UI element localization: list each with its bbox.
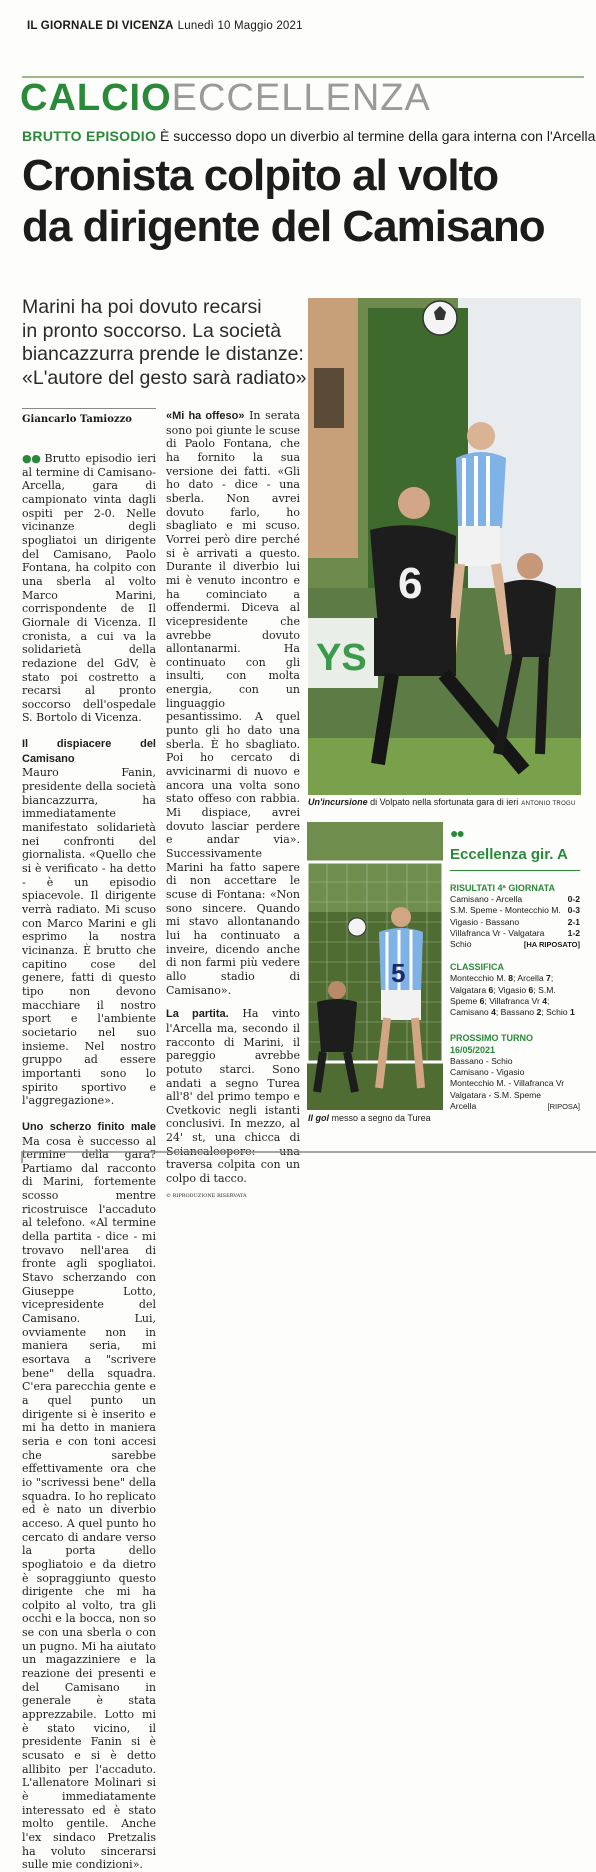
sidebar-title: Eccellenza gir. A xyxy=(450,846,568,863)
fixture-note: [RIPOSA] xyxy=(547,1101,580,1111)
board-text: YS xyxy=(316,637,367,679)
result-row xyxy=(450,917,580,928)
subhead-partita: La partita. xyxy=(166,1008,229,1021)
standings-team: Camisano xyxy=(450,1007,492,1018)
match-photo xyxy=(308,298,581,795)
result-match: Schio xyxy=(450,939,472,950)
standings-team: S.M. Speme xyxy=(450,984,556,1007)
sidebar-rule xyxy=(450,870,580,871)
fixture-match: Valgatara - S.M. Speme xyxy=(450,1089,542,1100)
kicker-label: BRUTTO EPISODIO xyxy=(22,128,157,144)
summary-line: Marini ha poi dovuto recarsi xyxy=(22,296,262,318)
standings-points: 4 xyxy=(542,996,547,1007)
result-score: 1-2 xyxy=(567,927,580,938)
kicker xyxy=(22,128,595,144)
standings-team: Valgatara xyxy=(450,984,489,995)
headline xyxy=(22,150,592,252)
standings-box xyxy=(450,822,580,1112)
standings-team: Montecchio M. xyxy=(450,973,509,984)
result-score: [HA RIPOSATO] xyxy=(523,940,580,950)
results-title: RISULTATI 4ª GIORNATA xyxy=(450,883,555,893)
match-photo-illustration xyxy=(308,298,581,795)
subhead-dispiacere: Il dispiacere del Camisano xyxy=(22,738,156,765)
caption-text: messo a segno da Turea xyxy=(331,1113,431,1123)
page-bottom-border xyxy=(0,1148,596,1163)
summary-line: in pronto soccorso. La società xyxy=(22,319,282,342)
result-score: 2-1 xyxy=(567,916,580,927)
result-score: 0-3 xyxy=(567,905,580,916)
byline-rule xyxy=(22,408,156,409)
article-paragraph: Ha vinto l'Arcella ma, secondo il racconto di Marini, il pareggio avrebbe potuto starci. Sono andati a segno Turea all'8' del primo tempo e Cvetkovic negli istanti conclusivi. In mezzo, al 24' st, una chicca di Sciancaleopore: una traversa colpita con un colpo di tacco. xyxy=(166,1007,300,1186)
subhead-offeso: «Mi ha offeso» xyxy=(166,410,245,422)
standings-points: 2 xyxy=(536,1007,542,1018)
photo2-caption xyxy=(308,1113,431,1123)
subhead-scherzo: Uno scherzo finito male xyxy=(22,1120,156,1133)
goal-photo-illustration xyxy=(307,822,443,1110)
sidebar-dots-icon: ●● xyxy=(450,825,463,841)
fixture-row xyxy=(450,1090,580,1101)
result-match: Vigasio - Bassano xyxy=(450,916,520,927)
standings-points: 8 xyxy=(508,973,514,984)
fixture-row xyxy=(450,1078,580,1089)
article-paragraph: Ma cosa è successo al termine della gara? Partiamo dal racconto di Marini, fortemente scosso mentre ricostruisce l'accaduto al telefono. «Al termine della partita - dice - mi trovavo nell'area di fronte agli spogliatoi. Stavo scherzando con Giuseppe Lotto, vicepresidente del Camisano. Lui, ovviamente non in maniera seria, mi esortava a "scrivere bene" della squadra. C'era parecchia gente e a quel punto un dirigente si è inserito e mi ha detto in maniera seria e con toni accesi che sarebbe effettivamente ora che io "scrivessi bene" della squadra. Io ho replicato ed è nato un diverbio acceso. A quel punto ho cercato di andare verso la porta dello spogliatoio e da dietro è sopraggiunto questo dirigente che mi ha colpito al volto, tra gli occhi e la bocca, non so se con una sberla o con un pugno. Mi ha aiutato un magazziniere e la reazione dei presenti e del Camisano in generale è stata apprezzabile. Lotto mi è stato vicino, il presidente Fanin si è scusato e si è detto allibito per l'accaduto. L'allenatore Molinari si è immediatamente interessato ed è stato molto gentile. Anche l'ex sindaco Pretzalis ha voluto sincerarsi sulle mie condizioni». xyxy=(22,1134,156,1872)
standings-points: 6 xyxy=(528,984,534,995)
article-paragraph: In serata sono poi giunte le scuse di Paolo Fontana, che ha fornito la sua versione dei fatti. «Gli ho dato - dice - una sberla. Non avrei dovuto farlo, ho sbagliato e mi scuso. Vorrei però dire perché si è arrivati a questo. Durante il diverbio lui mi è venuto incontro e ha cominciato a offendermi. Diceva al vicepresidente che avrebbe dovuto allontanarmi. Ha continuato con gli insulti, con molta energia, con un linguaggio pesantissimo. A quel punto gli ho dato una sberla. È ho sbagliato. Poi ho cercato di avvicinarmi di nuovo e ancora una volta sono stato offeso con rabbia. Mi dispiace, avrei dovuto lasciar perdere e andar via». Successivamente Marini ha fatto sapere di non accettare le scuse di Fontana: «Non sono sincere. Quando mi stavo allontanando lui ha continuato a inveire, dicendo anche di non farmi più vedere allo stadio di Camisano». xyxy=(166,409,301,997)
next-round-title: PROSSIMO TURNO 16/05/2021 xyxy=(450,1032,534,1055)
result-match: Camisano - Arcella xyxy=(450,894,523,904)
result-row xyxy=(450,905,580,916)
section-header xyxy=(20,78,431,118)
standings-title: CLASSIFICA xyxy=(450,962,504,973)
result-row xyxy=(450,894,580,905)
standings-team: Schio xyxy=(546,1007,570,1018)
shirt-number: 5 xyxy=(391,958,406,988)
fixture-row xyxy=(450,1056,580,1067)
result-row xyxy=(450,939,580,950)
kicker-text: È successo dopo un diverbio al termine della gara interna con l'Arcella xyxy=(160,128,596,144)
photo1-caption xyxy=(308,797,576,807)
article-column-2 xyxy=(166,409,301,1199)
caption-lead: Un'incursione xyxy=(308,797,368,807)
standings-team: Villafranca Vr xyxy=(489,996,543,1007)
photo-credit: ANTONIO TROGU xyxy=(521,801,576,807)
fixture-match: Bassano - Schio xyxy=(450,1055,513,1066)
fixture-row xyxy=(450,1101,580,1112)
caption-lead: Il gol xyxy=(308,1113,329,1123)
result-row xyxy=(450,928,580,939)
standings-points: 7 xyxy=(546,973,551,984)
fixture-row xyxy=(450,1067,580,1078)
section-secondary: ECCELLENZA xyxy=(171,77,431,119)
issue-date: Lunedì 10 Maggio 2021 xyxy=(177,20,303,32)
section-primary: CALCIO xyxy=(20,77,172,119)
standings-team: Vigasio xyxy=(498,984,529,995)
standings-points: 4 xyxy=(491,1007,496,1018)
caption-text: di Volpato nella sfortunata gara di ieri xyxy=(370,797,519,807)
article-paragraph: Mauro Fanin, presidente della società biancazzurra, ha immediatamente manifestato solidarietà nei confronti del giornalista. «Quello che si è verificato - ha detto - è un episodio spiacevole. Il dirigente verrà radiato. Mi scuso con Marco Marini e gli esprimo la nostra vicinanza. È brutto che capitino cose del genere, fatti di questo tipo non devono macchiare il nostro sport e l'ambiente societario nel suo insieme. Nel nostro gruppo ad essere importanti sono lo spirito sportivo e l'aggregazione». xyxy=(22,766,156,1108)
standings-points: 6 xyxy=(479,996,485,1007)
goal-photo xyxy=(307,822,443,1110)
summary-line: biancazzurra prende le distanze: xyxy=(22,343,304,365)
headline-line: da dirigente del Camisano xyxy=(22,202,545,251)
copyright: © RIPRODUZIONE RISERVATA xyxy=(166,1192,247,1199)
standings-points: 6 xyxy=(488,984,494,995)
bullet-dots-icon: ●● xyxy=(22,452,41,465)
article-column-1 xyxy=(22,452,156,1872)
masthead xyxy=(27,20,303,32)
standings-team: Arcella xyxy=(517,973,547,984)
paper-name: IL GIORNALE DI VICENZA xyxy=(27,20,174,32)
summary xyxy=(22,296,307,390)
shirt-number: 6 xyxy=(398,559,423,608)
result-score: 0-2 xyxy=(567,894,580,904)
result-match: S.M. Speme - Montecchio M. xyxy=(450,905,561,916)
standings-points: 1 xyxy=(569,1007,575,1018)
fixture-match: Camisano - Vigasio xyxy=(450,1066,525,1077)
headline-line: Cronista colpito al volto xyxy=(22,151,499,200)
article-intro: Brutto episodio ieri al termine di Camisano-Arcella, gara di campionato vinta dagli ospiti per 2-0. Nelle vicinanze degli spogliatoi un dirigente del Camisano, Paolo Fontana, ha colpito con una sberla al volto Marco Marini, corrispondente de Il Giornale di Vicenza. Il cronista, a cui va la solidarietà della redazione del GdV, è stato poi costretto a recarsi al pronto soccorso dell'ospedale S. Bortolo di Vicenza. xyxy=(22,452,156,725)
byline: Giancarlo Tamiozzo xyxy=(22,414,132,425)
fixture-match: Arcella xyxy=(450,1100,477,1111)
fixture-match: Montecchio M. - Villafranca Vr xyxy=(450,1078,565,1089)
summary-line: «L'autore del gesto sarà radiato» xyxy=(22,366,307,389)
standings-team: Bassano xyxy=(500,1007,537,1018)
standings-list: Montecchio M. 8; Arcella 7; Valgatara 6; Vigasio 6; S.M. Speme 6; Villafranca Vr 4; Camisano 4; Bassano 2; Schio 1 xyxy=(450,973,575,1018)
result-match: Villafranca Vr - Valgatara xyxy=(450,927,545,938)
